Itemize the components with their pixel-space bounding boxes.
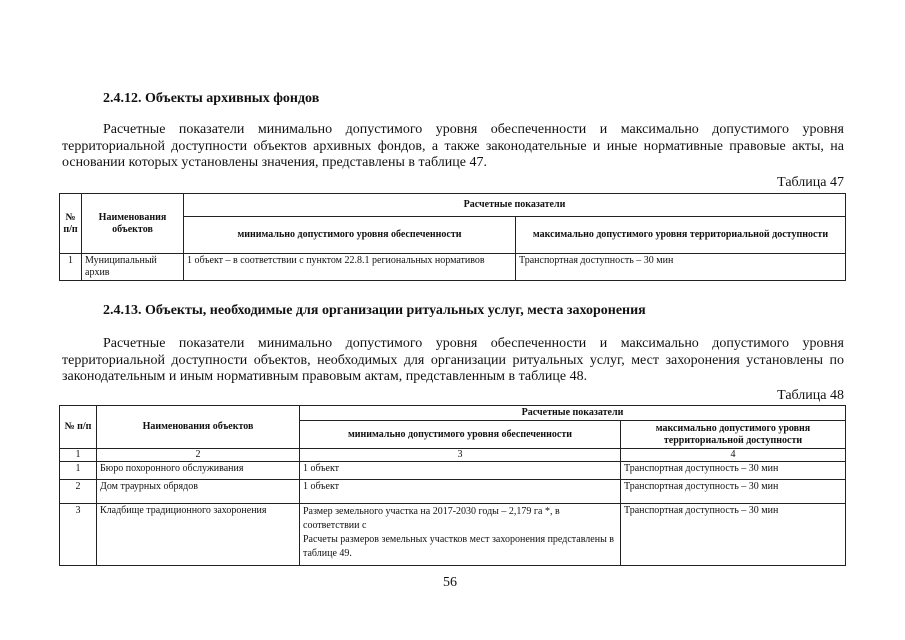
table-cell-max: Транспортная доступность – 30 мин <box>516 254 846 281</box>
table-cell-min: 1 объект <box>300 462 621 480</box>
table-row <box>60 480 846 504</box>
table-row <box>60 462 846 480</box>
table-cell-name: Кладбище традиционного захоронения <box>97 504 300 566</box>
table-header-max: максимально допустимого уровня территориальной доступности <box>516 217 846 254</box>
table-header-min: минимально допустимого уровня обеспеченности <box>184 217 516 254</box>
section-heading-2-4-13: 2.4.13. Объекты, необходимые для организации ритуальных услуг, места захоронения <box>103 303 646 318</box>
table-header-group: Расчетные показатели <box>184 194 846 217</box>
table-cell-min: 1 объект – в соответствии с пунктом 22.8.1 региональных нормативов <box>184 254 516 281</box>
table-header-max: максимально допустимого уровня территориальной доступности <box>621 421 846 449</box>
table-index-cell: 3 <box>300 449 621 462</box>
table-cell-num: 1 <box>60 462 97 480</box>
table-row <box>60 254 846 281</box>
table-header-min: минимально допустимого уровня обеспеченности <box>300 421 621 449</box>
table-caption-47: Таблица 47 <box>777 175 844 190</box>
table-caption-48: Таблица 48 <box>777 388 844 403</box>
table-cell-name: Бюро похоронного обслуживания <box>97 462 300 480</box>
table-header-num: № п/п <box>60 406 97 449</box>
table-cell-max: Транспортная доступность – 30 мин <box>621 480 846 504</box>
table-header-name: Наименования объектов <box>97 406 300 449</box>
table-header-group: Расчетные показатели <box>300 406 846 421</box>
section-paragraph-2-4-12: Расчетные показатели минимально допустимого уровня обеспеченности и максимально допустимого уровня территориальной доступности объектов архивных фондов, а также законодательные и иные нормативные правовые акты, на основании которых установлены значения, представлены в таблице 47. <box>62 122 844 170</box>
table-48 <box>59 405 846 566</box>
table-cell-max: Транспортная доступность – 30 мин <box>621 504 846 566</box>
table-cell-num: 1 <box>60 254 82 281</box>
table-cell-min <box>300 504 621 566</box>
section-paragraph-2-4-13: Расчетные показатели минимально допустимого уровня обеспеченности и максимально допустимого уровня территориальной доступности объектов, необходимых для организации ритуальных услуг, мест захоронения установлены по законодательным и иным нормативным правовым актам, представленным в таблице 48. <box>62 336 844 384</box>
table-index-cell: 1 <box>60 449 97 462</box>
section-heading-2-4-12: 2.4.12. Объекты архивных фондов <box>103 91 320 106</box>
table-index-row <box>60 449 846 462</box>
table-header-num: № п/п <box>60 194 82 254</box>
table-cell-num: 2 <box>60 480 97 504</box>
table-cell-max: Транспортная доступность – 30 мин <box>621 462 846 480</box>
table-cell-min-line: Расчеты размеров земельных участков мест захоронения представлены в таблице 49. <box>303 534 615 559</box>
table-cell-min: 1 объект <box>300 480 621 504</box>
table-47 <box>59 193 846 281</box>
table-cell-name: Дом траурных обрядов <box>97 480 300 504</box>
table-cell-min-line: Размер земельного участка на 2017-2030 годы – 2,179 га *, в соответствии с <box>303 506 560 531</box>
table-cell-name: Муниципальный архив <box>82 254 184 281</box>
table-header-name: Наименования объектов <box>82 194 184 254</box>
page-number: 56 <box>443 575 457 590</box>
table-row <box>60 504 846 566</box>
table-cell-num: 3 <box>60 504 97 566</box>
table-index-cell: 2 <box>97 449 300 462</box>
table-index-cell: 4 <box>621 449 846 462</box>
